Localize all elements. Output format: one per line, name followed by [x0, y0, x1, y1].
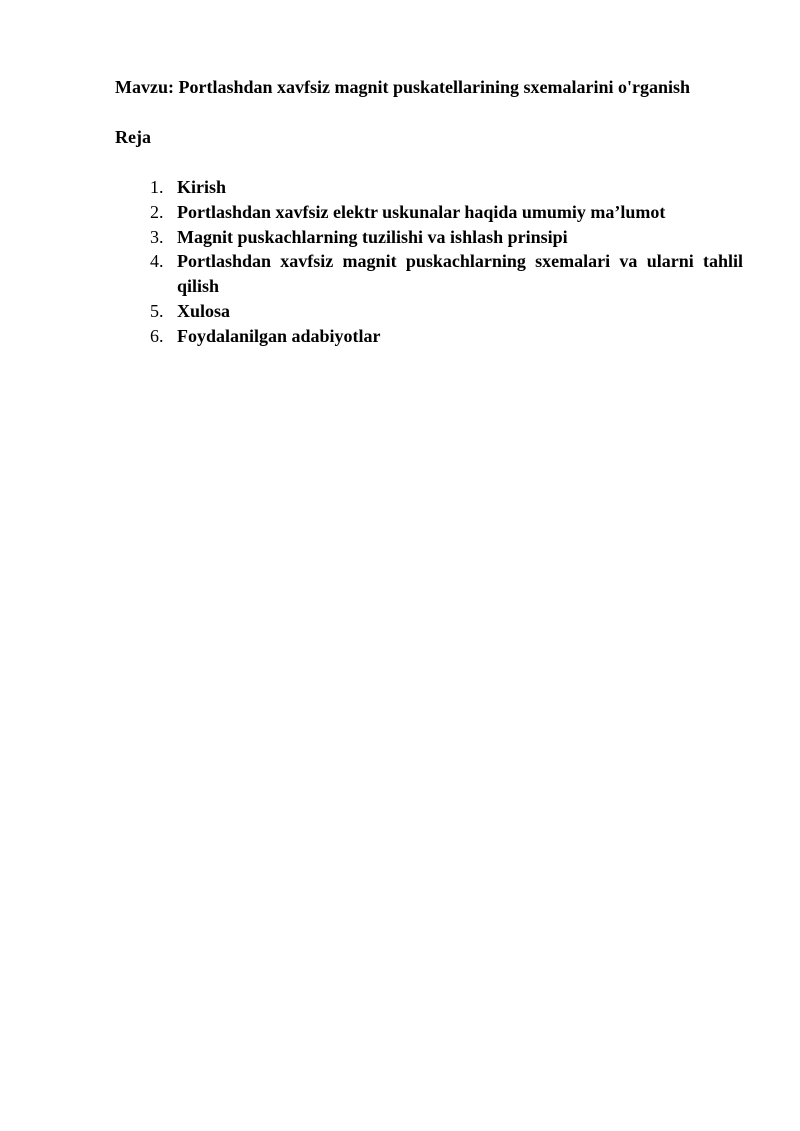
plan-item-text: Xulosa — [177, 300, 231, 321]
plan-item-number: 5. — [150, 300, 164, 321]
plan-item-text: Portlashdan xavfsiz magnit puskachlarning sxemalari va ularni tahlil qilish — [177, 251, 743, 297]
plan-item-text: Foydalanilgan adabiyotlar — [177, 325, 381, 346]
plan-item — [150, 249, 743, 299]
plan-item-number: 4. — [150, 251, 164, 272]
plan-heading: Reja — [115, 127, 151, 147]
plan-list — [150, 175, 743, 349]
plan-item-number: 2. — [150, 201, 164, 222]
document-title: Mavzu: Portlashdan xavfsiz magnit puskatellarining sxemalarini o'rganish — [115, 77, 691, 97]
plan-item — [150, 299, 743, 324]
plan-item-number: 3. — [150, 226, 164, 247]
plan-item — [150, 324, 743, 349]
plan-item-text: Kirish — [177, 177, 227, 197]
plan-item — [150, 225, 743, 250]
plan-item-text: Portlashdan xavfsiz elektr uskunalar haqida umumiy ma’lumot — [177, 201, 666, 222]
plan-item-number: 1. — [150, 177, 164, 197]
plan-item-text: Magnit puskachlarning tuzilishi va ishlash prinsipi — [177, 226, 568, 247]
plan-item — [150, 200, 743, 225]
plan-item — [150, 175, 743, 200]
plan-item-number: 6. — [150, 325, 164, 346]
